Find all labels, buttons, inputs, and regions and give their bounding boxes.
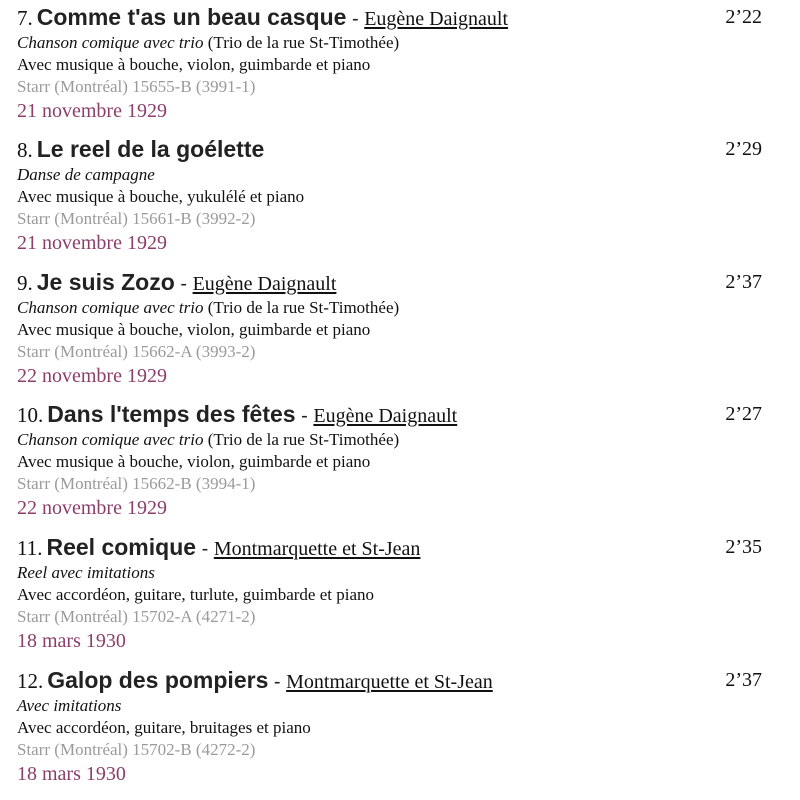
track-ensemble: (Trio de la rue St-Timothée): [203, 430, 400, 449]
track-title: Galop des pompiers: [47, 667, 269, 693]
genre-line: [17, 32, 762, 54]
track-header: [17, 136, 762, 164]
track-11: [17, 534, 762, 654]
track-header: [17, 269, 762, 297]
track-duration: 2’29: [725, 138, 762, 160]
track-instruments: Avec musique à bouche, violon, guimbarde et piano: [17, 320, 371, 339]
track-title: Reel comique: [46, 534, 197, 560]
title-separator: -: [174, 273, 193, 295]
track-duration: 2’37: [725, 669, 762, 691]
track-title: Je suis Zozo: [36, 269, 175, 295]
track-7: [17, 4, 762, 124]
artist-link[interactable]: Montmarquette et St-Jean: [286, 671, 493, 693]
track-instruments: Avec accordéon, guitare, turlute, guimbarde et piano: [17, 585, 375, 604]
genre-line: [17, 297, 762, 319]
genre-line: [17, 562, 762, 584]
track-8: [17, 136, 762, 256]
track-12: [17, 667, 762, 787]
track-catalog: Starr (Montréal) 15662-B (3994-1): [17, 474, 256, 493]
track-catalog: Starr (Montréal) 15661-B (3992-2): [17, 209, 256, 228]
track-duration: 2’35: [725, 536, 762, 558]
genre-line: [17, 429, 762, 451]
track-header: [17, 534, 762, 562]
track-instruments: Avec musique à bouche, violon, guimbarde et piano: [17, 55, 371, 74]
track-date: 22 novembre 1929: [17, 497, 167, 519]
track-genre: Chanson comique avec trio: [17, 430, 204, 449]
track-genre: Chanson comique avec trio: [17, 298, 204, 317]
track-genre: Danse de campagne: [17, 165, 155, 184]
track-date: 18 mars 1930: [17, 763, 126, 785]
track-header: [17, 667, 762, 695]
title-separator: -: [295, 405, 314, 427]
track-number: 10.: [17, 403, 44, 427]
artist-link[interactable]: Eugène Daignault: [192, 273, 337, 295]
genre-line: [17, 695, 762, 717]
track-instruments: Avec accordéon, guitare, bruitages et piano: [17, 718, 311, 737]
track-catalog: Starr (Montréal) 15702-A (4271-2): [17, 607, 256, 626]
track-duration: 2’27: [725, 403, 762, 425]
track-9: [17, 269, 762, 389]
track-number: 7.: [17, 6, 33, 30]
title-separator: -: [346, 8, 365, 30]
track-ensemble: (Trio de la rue St-Timothée): [203, 298, 400, 317]
track-ensemble: (Trio de la rue St-Timothée): [203, 33, 400, 52]
track-date: 21 novembre 1929: [17, 100, 167, 122]
artist-link[interactable]: Eugène Daignault: [313, 405, 458, 427]
artist-link[interactable]: Montmarquette et St-Jean: [213, 538, 421, 560]
title-separator: -: [268, 671, 287, 693]
artist-link[interactable]: Eugène Daignault: [364, 8, 509, 30]
genre-line: [17, 164, 762, 186]
track-instruments: Avec musique à bouche, violon, guimbarde et piano: [17, 452, 371, 471]
track-date: 22 novembre 1929: [17, 365, 167, 387]
track-catalog: Starr (Montréal) 15662-A (3993-2): [17, 342, 256, 361]
track-duration: 2’22: [725, 6, 762, 28]
track-number: 12.: [17, 669, 44, 693]
track-duration: 2’37: [725, 271, 762, 293]
track-number: 8.: [17, 138, 33, 162]
track-header: [17, 401, 762, 429]
track-title: Dans l'temps des fêtes: [47, 401, 296, 427]
track-title: Comme t'as un beau casque: [36, 4, 347, 30]
track-10: [17, 401, 762, 521]
track-catalog: Starr (Montréal) 15655-B (3991-1): [17, 77, 256, 96]
track-number: 9.: [17, 271, 33, 295]
title-separator: -: [196, 538, 214, 560]
track-catalog: Starr (Montréal) 15702-B (4272-2): [17, 740, 256, 759]
track-date: 18 mars 1930: [17, 630, 126, 652]
track-instruments: Avec musique à bouche, yukulélé et piano: [17, 187, 305, 206]
track-title: Le reel de la goélette: [36, 136, 265, 162]
track-genre: Chanson comique avec trio: [17, 33, 204, 52]
track-date: 21 novembre 1929: [17, 232, 167, 254]
track-number: 11.: [17, 536, 43, 560]
track-genre: Reel avec imitations: [17, 563, 155, 582]
track-genre: Avec imitations: [17, 696, 122, 715]
track-header: [17, 4, 762, 32]
